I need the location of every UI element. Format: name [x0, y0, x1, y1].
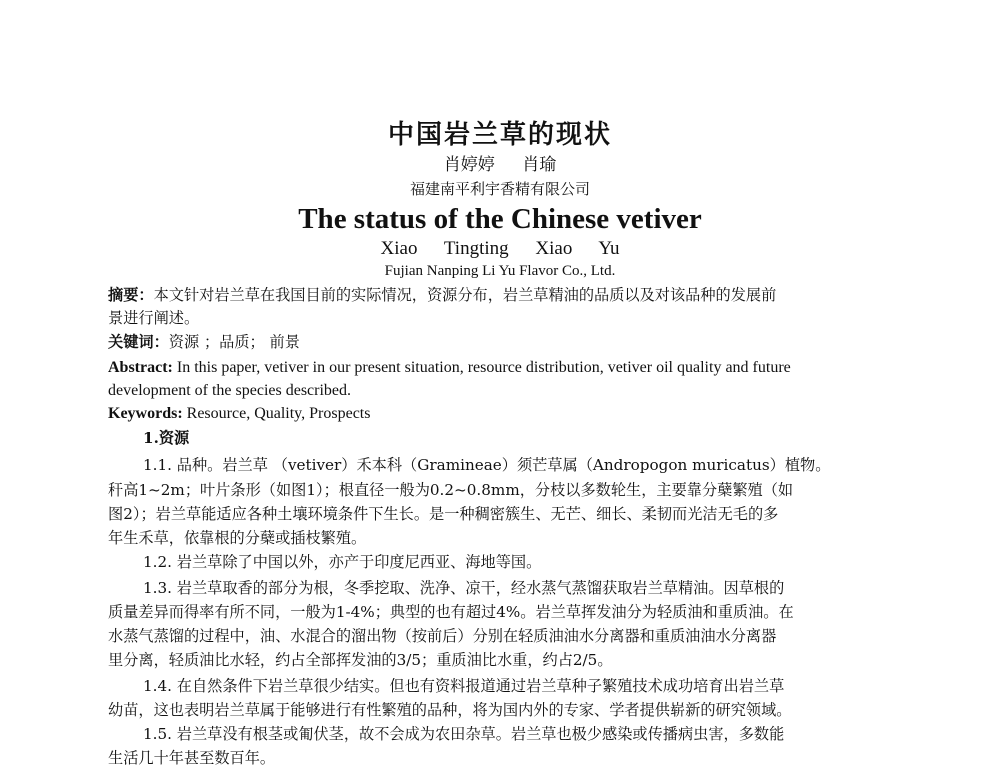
chinese-abstract-line: 景进行阐述。 [108, 309, 200, 327]
english-affiliation: Fujian Nanping Li Yu Flavor Co., Ltd. [384, 263, 616, 279]
paragraph-line: 图2）；岩兰草能适应各种土壤环境条件下生长。是一种稠密簇生、无芒、细长、柔韧而光洁无毛的多 [108, 505, 779, 523]
paragraph-line: 1.3. 岩兰草取香的部分为根，冬季挖取、洗净、凉干，经水蒸气蒸馏获取岩兰草精油。因草根的 [143, 579, 785, 597]
paragraph-line: 幼苗，这也表明岩兰草属于能够进行有性繁殖的品种，将为国内外的专家、学者提供崭新的研究领域。 [108, 701, 792, 719]
english-abstract-line: development of the species described. [108, 382, 352, 399]
chinese-title: 中国岩兰草的现状 [387, 120, 612, 150]
chinese-authors: 肖婷婷 肖瑜 [443, 155, 557, 175]
chinese-keywords-line [108, 332, 888, 352]
paragraph-line: 质量差异而得率有所不同，一般为1-4%；典型的也有超过4%。岩兰草挥发油分为轻质油和重质油。在 [108, 603, 794, 621]
chinese-abstract-line [108, 285, 888, 305]
chinese-abstract-text: 本文针对岩兰草在我国目前的实际情况，资源分布，岩兰草精油的品质以及对该品种的发展前 [153, 286, 777, 304]
paragraph-line: 1.2. 岩兰草除了中国以外，亦产于印度尼西亚、海地等国。 [143, 553, 542, 571]
english-abstract-line [108, 358, 888, 378]
chinese-affiliation: 福建南平利宇香精有限公司 [409, 180, 590, 198]
english-keywords-line [108, 404, 888, 424]
english-abstract-label: Abstract: [108, 359, 173, 376]
chinese-keywords-text: 资源 ；品质； 前景 [168, 333, 300, 351]
english-keywords-label: Keywords: [108, 405, 183, 422]
chinese-abstract-label: 摘要： [108, 286, 154, 304]
english-keywords-text: Resource, Quality, Prospects [186, 405, 371, 422]
paragraph-line: 里分离，轻质油比水轻，约占全部挥发油的3/5；重质油比水重，约占2/5。 [108, 651, 613, 669]
english-authors: Xiao Tingting Xiao Yu [380, 238, 620, 259]
paragraph-line: 水蒸气蒸馏的过程中，油、水混合的溜出物（按前后）分别在轻质油油水分离器和重质油油水分离器 [108, 627, 777, 645]
paragraph-line: 1.1. 品种。岩兰草 （vetiver）禾本科（Gramineae）须芒草属（Andropogon muricatus）植物。 [143, 456, 831, 474]
english-abstract-text: In this paper, vetiver in our present situation, resource distribution, vetiver oil quality and future [176, 359, 791, 376]
paragraph-line: 年生禾草，依靠根的分蘖或插枝繁殖。 [108, 529, 367, 547]
paragraph-line: 1.5. 岩兰草没有根茎或匍伏茎，故不会成为农田杂草。岩兰草也极少感染或传播病虫害，多数能 [143, 725, 785, 743]
english-title: The status of the Chinese vetiver [298, 203, 702, 235]
chinese-keywords-label: 关键词： [108, 333, 169, 351]
paragraph-line: 1.4. 在自然条件下岩兰草很少结实。但也有资料报道通过岩兰草种子繁殖技术成功培育出岩兰草 [143, 677, 785, 695]
section-heading: 1.资源 [143, 429, 190, 447]
paragraph-line: 生活几十年甚至数百年。 [108, 749, 276, 767]
paragraph-line: 秆高1~2m；叶片条形（如图1）；根直径一般为0.2~0.8mm，分枝以多数轮生，主要靠分蘖繁殖（如 [108, 481, 794, 499]
